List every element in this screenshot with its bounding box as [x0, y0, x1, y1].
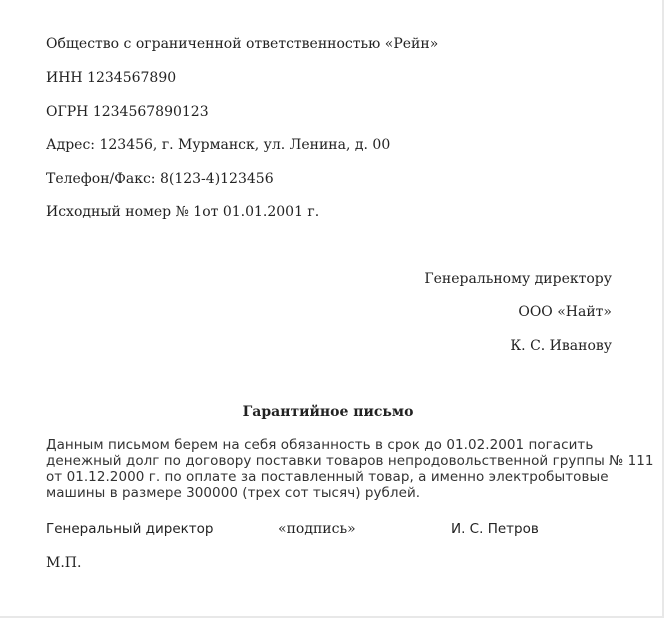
recipient-company: ООО «Найт» [518, 304, 612, 320]
signatory-name: И. С. Петров [451, 521, 539, 537]
letter-body [46, 437, 654, 501]
letter-body-line: от 01.12.2000 г. по оплате за поставленный товар, а именно электробытовые [46, 469, 609, 485]
recipient-position: Генеральному директору [424, 271, 612, 287]
letter-body-line: машины в размере 300000 (трех сот тысяч) рублей. [46, 485, 421, 501]
letter-title: Гарантийное письмо [242, 404, 414, 420]
letter-body-line: Данным письмом берем на себя обязанность в срок до 01.02.2001 погасить [46, 437, 594, 453]
sender-company: Общество с ограниченной ответственностью «Рейн» [46, 36, 439, 52]
signature-label: «подпись» [278, 521, 356, 537]
sender-address: Адрес: 123456, г. Мурманск, ул. Ленина, д. 00 [46, 137, 391, 153]
stamp-place: М.П. [46, 555, 82, 571]
recipient-name: К. С. Иванову [510, 338, 612, 354]
outgoing-number: Исходный номер № 1от 01.01.2001 г. [46, 204, 320, 220]
signature-position: Генеральный директор [46, 521, 214, 537]
sender-inn: ИНН 1234567890 [46, 70, 177, 86]
letter-body-line: денежный долг по договору поставки товаров непродовольственной группы № 111 [46, 453, 654, 469]
sender-ogrn: ОГРН 1234567890123 [46, 104, 209, 120]
sender-phone-fax: Телефон/Факс: 8(123-4)123456 [46, 171, 274, 187]
